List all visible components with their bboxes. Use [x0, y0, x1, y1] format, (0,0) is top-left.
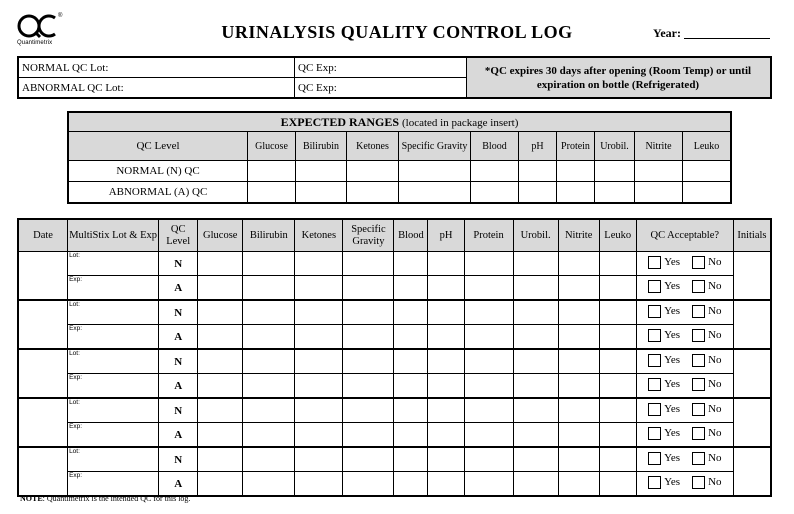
result-cell[interactable] — [464, 276, 513, 301]
expected-range-cell[interactable] — [296, 182, 347, 204]
result-cell[interactable] — [464, 325, 513, 350]
expected-row-label: ABNORMAL (A) QC — [68, 182, 248, 204]
result-cell[interactable] — [295, 252, 343, 276]
result-cell[interactable] — [394, 423, 428, 448]
exp-col-glucose: Glucose — [248, 132, 296, 161]
checkbox-label-no: No — [708, 354, 722, 366]
log-row — [18, 276, 771, 301]
qc-acceptable-cell — [636, 325, 733, 350]
result-cell[interactable] — [464, 398, 513, 423]
result-cell[interactable] — [428, 300, 464, 325]
result-cell[interactable] — [343, 300, 394, 325]
normal-lot-field[interactable]: NORMAL QC Lot: — [18, 57, 295, 78]
expected-range-cell[interactable] — [595, 161, 635, 182]
checkbox-label-yes: Yes — [664, 452, 681, 464]
result-cell[interactable] — [464, 423, 513, 448]
expected-range-cell[interactable] — [248, 161, 296, 182]
multistix-lot-cell[interactable]: Lot: — [68, 349, 159, 374]
result-cell[interactable] — [513, 349, 558, 374]
initials-cell[interactable] — [733, 398, 771, 447]
initials-cell[interactable] — [733, 252, 771, 301]
qc-no-checkbox[interactable] — [692, 476, 721, 489]
result-cell[interactable] — [558, 374, 599, 399]
checkbox-yes[interactable] — [648, 256, 661, 269]
qc-acceptable-cell — [636, 349, 733, 374]
result-cell[interactable] — [295, 300, 343, 325]
result-cell[interactable] — [343, 276, 394, 301]
result-cell[interactable] — [513, 447, 558, 472]
qc-yes-checkbox[interactable] — [648, 305, 680, 318]
qc-no-checkbox[interactable] — [692, 403, 721, 416]
exp-col-bilirubin: Bilirubin — [296, 132, 347, 161]
result-cell[interactable] — [295, 325, 343, 350]
result-cell[interactable] — [513, 325, 558, 350]
result-cell[interactable] — [343, 398, 394, 423]
result-cell[interactable] — [394, 447, 428, 472]
log-row — [18, 374, 771, 399]
result-cell[interactable] — [243, 374, 295, 399]
qc-no-checkbox[interactable] — [692, 305, 721, 318]
exp-col-urobil: Urobil. — [595, 132, 635, 161]
expected-range-cell[interactable] — [683, 182, 732, 204]
result-cell[interactable] — [428, 447, 464, 472]
result-cell[interactable] — [558, 423, 599, 448]
qc-acceptable-cell — [636, 423, 733, 448]
exp-col-specific-gravity: Specific Gravity — [399, 132, 471, 161]
qc-expiry-note: *QC expires 30 days after opening (Room Temp) or until expiration on bottle (Refrigerated) — [467, 57, 772, 98]
multistix-lot-cell[interactable]: Lot: — [68, 300, 159, 325]
checkbox-yes[interactable] — [648, 329, 661, 342]
lot-exp-header: MultiStix Lot & Exp — [68, 219, 159, 252]
date-cell[interactable] — [18, 300, 68, 349]
checkbox-yes[interactable] — [648, 476, 661, 489]
result-cell[interactable] — [295, 447, 343, 472]
qc-no-checkbox[interactable] — [692, 329, 721, 342]
result-cell[interactable] — [343, 349, 394, 374]
result-cell[interactable] — [599, 374, 636, 399]
qc-level-cell: A — [159, 423, 198, 448]
registered-mark: ® — [58, 13, 63, 19]
log-col-glucose: Glucose — [198, 219, 243, 252]
logo-brand-text: Quantimetrix — [17, 40, 53, 46]
result-cell[interactable] — [198, 349, 243, 374]
result-cell[interactable] — [513, 398, 558, 423]
log-col-urobil: Urobil. — [513, 219, 558, 252]
checkbox-label-no: No — [708, 378, 722, 390]
qc-acceptable-cell — [636, 447, 733, 472]
checkbox-yes[interactable] — [648, 280, 661, 293]
checkbox-yes[interactable] — [648, 403, 661, 416]
qc-no-checkbox[interactable] — [692, 280, 721, 293]
multistix-exp-cell[interactable]: Exp: — [68, 472, 159, 497]
date-cell[interactable] — [18, 398, 68, 447]
expected-range-cell[interactable] — [635, 182, 683, 204]
multistix-lot-cell[interactable]: Lot: — [68, 398, 159, 423]
result-cell[interactable] — [428, 423, 464, 448]
initials-header: Initials — [733, 219, 771, 252]
checkbox-no[interactable] — [692, 305, 705, 318]
qc-level-cell: N — [159, 252, 198, 276]
expected-row — [68, 182, 731, 204]
date-cell[interactable] — [18, 349, 68, 398]
checkbox-label-yes: Yes — [664, 329, 681, 341]
result-cell[interactable] — [558, 447, 599, 472]
checkbox-label-yes: Yes — [664, 476, 681, 488]
result-cell[interactable] — [295, 349, 343, 374]
qc-acceptable-cell — [636, 300, 733, 325]
expected-range-cell[interactable] — [347, 182, 399, 204]
result-cell[interactable] — [295, 276, 343, 301]
result-cell[interactable] — [558, 252, 599, 276]
expected-range-cell[interactable] — [519, 161, 557, 182]
page-title: URINALYSIS QUALITY CONTROL LOG — [221, 22, 573, 42]
multistix-lot-cell[interactable]: Lot: — [68, 252, 159, 276]
checkbox-label-no: No — [708, 452, 722, 464]
result-cell[interactable] — [428, 472, 464, 497]
log-row — [18, 472, 771, 497]
result-cell[interactable] — [558, 300, 599, 325]
result-cell[interactable] — [513, 374, 558, 399]
multistix-exp-cell[interactable]: Exp: — [68, 374, 159, 399]
multistix-exp-cell[interactable]: Exp: — [68, 423, 159, 448]
result-cell[interactable] — [599, 398, 636, 423]
exp-col-leuko: Leuko — [683, 132, 732, 161]
log-col-ketones: Ketones — [295, 219, 343, 252]
log-col-bilirubin: Bilirubin — [243, 219, 295, 252]
expected-ranges-title: EXPECTED RANGES (located in package insert) — [68, 112, 731, 132]
result-cell[interactable] — [599, 423, 636, 448]
result-cell[interactable] — [464, 447, 513, 472]
result-cell[interactable] — [198, 374, 243, 399]
result-cell[interactable] — [558, 325, 599, 350]
qc-level-cell: N — [159, 398, 198, 423]
qc-yes-checkbox[interactable] — [648, 452, 680, 465]
expected-range-cell[interactable] — [399, 161, 471, 182]
checkbox-label-no: No — [708, 256, 722, 268]
qc-level-cell: A — [159, 325, 198, 350]
result-cell[interactable] — [198, 472, 243, 497]
result-cell[interactable] — [198, 398, 243, 423]
expected-range-cell[interactable] — [471, 161, 519, 182]
result-cell[interactable] — [243, 447, 295, 472]
checkbox-label-no: No — [708, 305, 722, 317]
qc-level-cell: N — [159, 447, 198, 472]
multistix-lot-cell[interactable]: Lot: — [68, 447, 159, 472]
qc-yes-checkbox[interactable] — [648, 280, 680, 293]
qc-yes-checkbox[interactable] — [648, 256, 680, 269]
checkbox-label-yes: Yes — [664, 305, 681, 317]
checkbox-label-no: No — [708, 427, 722, 439]
expected-range-cell[interactable] — [519, 182, 557, 204]
result-cell[interactable] — [243, 276, 295, 301]
checkbox-no[interactable] — [692, 256, 705, 269]
result-cell[interactable] — [198, 447, 243, 472]
result-cell[interactable] — [599, 252, 636, 276]
result-cell[interactable] — [394, 276, 428, 301]
expected-range-cell[interactable] — [557, 182, 595, 204]
exp-col-blood: Blood — [471, 132, 519, 161]
expected-range-cell[interactable] — [296, 161, 347, 182]
log-col-leuko: Leuko — [599, 219, 636, 252]
expected-range-cell[interactable] — [399, 182, 471, 204]
expected-range-cell[interactable] — [595, 182, 635, 204]
qc-level-cell: A — [159, 472, 198, 497]
result-cell[interactable] — [464, 349, 513, 374]
expected-range-cell[interactable] — [683, 161, 732, 182]
checkbox-label-no: No — [708, 403, 722, 415]
result-cell[interactable] — [513, 300, 558, 325]
result-cell[interactable] — [428, 325, 464, 350]
result-cell[interactable] — [599, 300, 636, 325]
result-cell[interactable] — [243, 349, 295, 374]
result-cell[interactable] — [198, 252, 243, 276]
result-cell[interactable] — [343, 472, 394, 497]
result-cell[interactable] — [464, 472, 513, 497]
result-cell[interactable] — [558, 349, 599, 374]
log-row — [18, 447, 771, 472]
result-cell[interactable] — [599, 276, 636, 301]
checkbox-label-yes: Yes — [664, 280, 681, 292]
result-cell[interactable] — [599, 472, 636, 497]
lot-table — [17, 56, 772, 99]
result-cell[interactable] — [198, 300, 243, 325]
checkbox-no[interactable] — [692, 354, 705, 367]
result-cell[interactable] — [513, 472, 558, 497]
result-cell[interactable] — [394, 252, 428, 276]
result-cell[interactable] — [513, 423, 558, 448]
qc-no-checkbox[interactable] — [692, 256, 721, 269]
checkbox-label-yes: Yes — [664, 403, 681, 415]
exp-col-protein: Protein — [557, 132, 595, 161]
result-cell[interactable] — [513, 252, 558, 276]
result-cell[interactable] — [243, 423, 295, 448]
checkbox-label-yes: Yes — [664, 256, 681, 268]
exp-col-ph: pH — [519, 132, 557, 161]
qc-acceptable-cell — [636, 472, 733, 497]
qc-no-checkbox[interactable] — [692, 427, 721, 440]
qc-acceptable-cell — [636, 398, 733, 423]
result-cell[interactable] — [243, 300, 295, 325]
log-col-blood: Blood — [394, 219, 428, 252]
result-cell[interactable] — [513, 276, 558, 301]
result-cell[interactable] — [428, 252, 464, 276]
qc-level-header: QC Level — [159, 219, 198, 252]
log-row — [18, 423, 771, 448]
result-cell[interactable] — [428, 276, 464, 301]
result-cell[interactable] — [558, 398, 599, 423]
result-cell[interactable] — [428, 349, 464, 374]
expected-range-cell[interactable] — [347, 161, 399, 182]
result-cell[interactable] — [428, 398, 464, 423]
qc-level-cell: N — [159, 300, 198, 325]
result-cell[interactable] — [558, 276, 599, 301]
checkbox-yes[interactable] — [648, 378, 661, 391]
abnormal-lot-field[interactable]: ABNORMAL QC Lot: — [18, 78, 295, 99]
qc-yes-checkbox[interactable] — [648, 354, 680, 367]
qc-level-cell: A — [159, 374, 198, 399]
checkbox-no[interactable] — [692, 378, 705, 391]
qc-no-checkbox[interactable] — [692, 452, 721, 465]
log-row — [18, 398, 771, 423]
result-cell[interactable] — [198, 325, 243, 350]
date-cell[interactable] — [18, 252, 68, 301]
initials-cell[interactable] — [733, 300, 771, 349]
result-cell[interactable] — [243, 472, 295, 497]
initials-cell[interactable] — [733, 349, 771, 398]
qc-yes-checkbox[interactable] — [648, 329, 680, 342]
qc-level-cell: A — [159, 276, 198, 301]
log-row — [18, 325, 771, 350]
qc-no-checkbox[interactable] — [692, 378, 721, 391]
result-cell[interactable] — [464, 252, 513, 276]
checkbox-label-no: No — [708, 476, 722, 488]
qc-yes-checkbox[interactable] — [648, 403, 680, 416]
result-cell[interactable] — [464, 374, 513, 399]
log-col-specific-gravity: Specific Gravity — [343, 219, 394, 252]
qc-log-table — [17, 218, 772, 497]
result-cell[interactable] — [243, 325, 295, 350]
result-cell[interactable] — [198, 276, 243, 301]
qc-yes-checkbox[interactable] — [648, 378, 680, 391]
qc-level-cell: N — [159, 349, 198, 374]
result-cell[interactable] — [428, 374, 464, 399]
checkbox-no[interactable] — [692, 452, 705, 465]
checkbox-no[interactable] — [692, 329, 705, 342]
abnormal-exp-field[interactable]: QC Exp: — [295, 78, 467, 99]
checkbox-no[interactable] — [692, 476, 705, 489]
exp-col-nitrite: Nitrite — [635, 132, 683, 161]
expected-ranges-table — [67, 111, 732, 204]
result-cell[interactable] — [295, 374, 343, 399]
result-cell[interactable] — [198, 423, 243, 448]
checkbox-label-no: No — [708, 329, 722, 341]
qc-no-checkbox[interactable] — [692, 354, 721, 367]
year-field[interactable] — [684, 38, 770, 39]
expected-row — [68, 161, 731, 182]
qc-yes-checkbox[interactable] — [648, 427, 680, 440]
result-cell[interactable] — [243, 398, 295, 423]
date-header: Date — [18, 219, 68, 252]
expected-range-cell[interactable] — [557, 161, 595, 182]
expected-row-label: NORMAL (N) QC — [68, 161, 248, 182]
expected-range-cell[interactable] — [635, 161, 683, 182]
qc-acceptable-cell — [636, 276, 733, 301]
result-cell[interactable] — [599, 349, 636, 374]
result-cell[interactable] — [558, 472, 599, 497]
result-cell[interactable] — [394, 374, 428, 399]
result-cell[interactable] — [295, 398, 343, 423]
exp-col-ketones: Ketones — [347, 132, 399, 161]
checkbox-label-yes: Yes — [664, 378, 681, 390]
result-cell[interactable] — [343, 374, 394, 399]
date-cell[interactable] — [18, 447, 68, 496]
checkbox-label-yes: Yes — [664, 427, 681, 439]
footnote: NOTE: Quantimetrix is the intended QC for this log. — [20, 494, 191, 503]
checkbox-yes[interactable] — [648, 305, 661, 318]
log-row — [18, 300, 771, 325]
result-cell[interactable] — [394, 325, 428, 350]
multistix-exp-cell[interactable]: Exp: — [68, 276, 159, 301]
initials-cell[interactable] — [733, 447, 771, 496]
log-row — [18, 252, 771, 276]
qc-acceptable-cell — [636, 374, 733, 399]
result-cell[interactable] — [394, 398, 428, 423]
log-col-ph: pH — [428, 219, 464, 252]
qc-level-header: QC Level — [68, 132, 248, 161]
result-cell[interactable] — [295, 423, 343, 448]
result-cell[interactable] — [343, 447, 394, 472]
expected-range-cell[interactable] — [248, 182, 296, 204]
result-cell[interactable] — [394, 349, 428, 374]
checkbox-yes[interactable] — [648, 427, 661, 440]
result-cell[interactable] — [464, 300, 513, 325]
result-cell[interactable] — [243, 252, 295, 276]
qc-acceptable-cell — [636, 252, 733, 276]
result-cell[interactable] — [343, 252, 394, 276]
result-cell[interactable] — [394, 300, 428, 325]
checkbox-yes[interactable] — [648, 354, 661, 367]
result-cell[interactable] — [599, 325, 636, 350]
normal-exp-field[interactable]: QC Exp: — [295, 57, 467, 78]
year-label: Year: — [653, 26, 681, 40]
multistix-exp-cell[interactable]: Exp: — [68, 325, 159, 350]
result-cell[interactable] — [394, 472, 428, 497]
expected-range-cell[interactable] — [471, 182, 519, 204]
result-cell[interactable] — [343, 423, 394, 448]
checkbox-label-yes: Yes — [664, 354, 681, 366]
checkbox-yes[interactable] — [648, 452, 661, 465]
result-cell[interactable] — [295, 472, 343, 497]
result-cell[interactable] — [599, 447, 636, 472]
checkbox-no[interactable] — [692, 403, 705, 416]
qc-yes-checkbox[interactable] — [648, 476, 680, 489]
checkbox-no[interactable] — [692, 280, 705, 293]
checkbox-label-no: No — [708, 280, 722, 292]
log-col-protein: Protein — [464, 219, 513, 252]
log-col-nitrite: Nitrite — [558, 219, 599, 252]
result-cell[interactable] — [343, 325, 394, 350]
qc-acceptable-header: QC Acceptable? — [636, 219, 733, 252]
checkbox-no[interactable] — [692, 427, 705, 440]
log-row — [18, 349, 771, 374]
